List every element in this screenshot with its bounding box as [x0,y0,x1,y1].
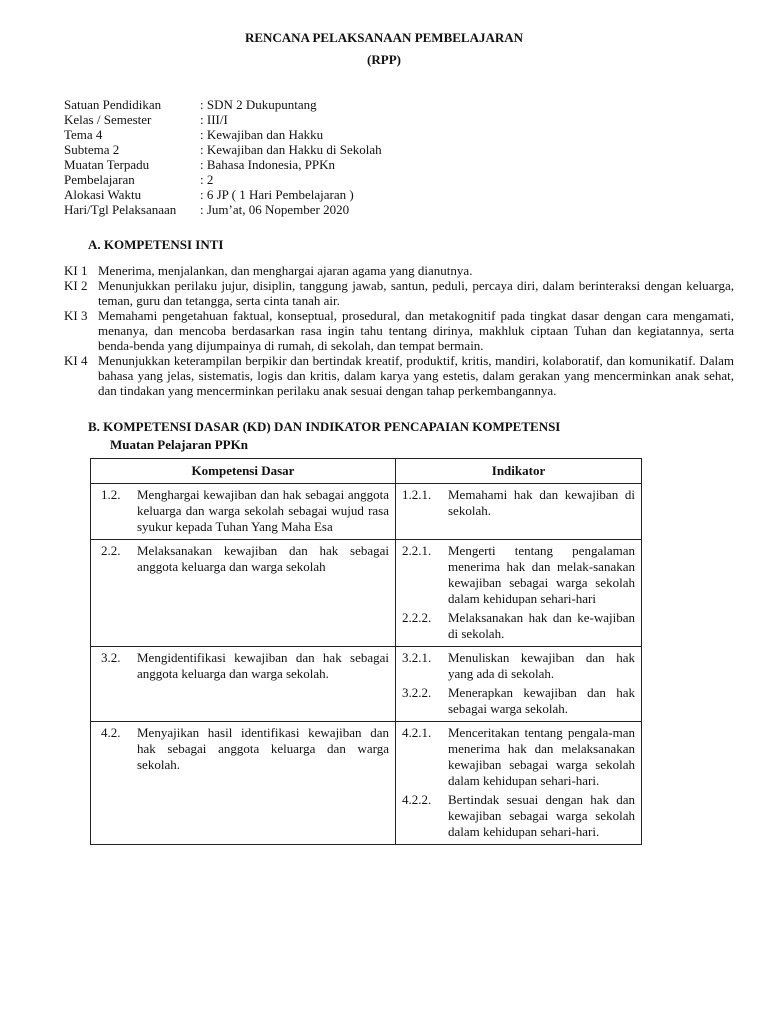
ki-code: KI 3 [64,308,88,323]
info-label: Tema 4 [64,127,103,142]
table-row [91,540,642,647]
indicator-number: 2.2.1. [402,543,432,558]
indicator-text: Memahami hak dan kewajiban di sekolah. [448,487,635,518]
info-label: Pembelajaran [64,172,135,187]
indicator-text: Menerapkan kewajiban dan hak sebagai warga sekolah. [448,685,635,716]
kd-text: Menghargai kewajiban dan hak sebagai anggota keluarga dan warga sekolah sebagai wujud rasa syukur kepada Tuhan Yang Maha Esa [137,487,389,534]
info-row [64,127,382,142]
info-label: Satuan Pendidikan [64,97,162,112]
ki-code: KI 4 [64,353,88,368]
info-value: : Kewajiban dan Hakku di Sekolah [200,142,382,157]
ki-code: KI 2 [64,278,88,293]
info-value: : III/I [200,112,228,127]
kd-text: Melaksanakan kewajiban dan hak sebagai anggota keluarga dan warga sekolah [137,543,389,574]
info-value: : 6 JP ( 1 Hari Pembelajaran ) [200,187,354,202]
indicator-text: Bertindak sesuai dengan hak dan kewajiban sebagai warga sekolah dalam kehidupan sehari-hari. [448,792,635,839]
ki-item [64,278,734,308]
indicator-cell [396,722,642,845]
section-b-heading: B. KOMPETENSI DASAR (KD) DAN INDIKATOR PENCAPAIAN KOMPETENSI [88,419,561,434]
table-row [91,722,642,845]
indicator-number: 4.2.1. [402,725,432,740]
kd-number: 1.2. [101,487,121,502]
info-row [64,187,382,202]
indicator-text: Mengerti tentang pengalaman menerima hak dan melak-sanakan kewajiban sebagai warga sekolah dalam kehidupan sehari-hari [448,543,635,606]
indicator-entry [402,610,635,642]
info-row [64,172,382,187]
kd-text: Menyajikan hasil identifikasi kewajiban dan hak sebagai anggota keluarga dan warga sekolah. [137,725,389,772]
identity-info [64,97,382,217]
ki-text: Menunjukkan perilaku jujur, disiplin, tanggung jawab, santun, peduli, percaya diri, dalam berinteraksi dengan keluarga, teman, guru dan tetangga, serta cinta tanah air. [98,278,734,308]
kd-cell [91,647,396,722]
table-row [91,647,642,722]
info-label: Hari/Tgl Pelaksanaan [64,202,177,217]
indicator-cell [396,484,642,540]
indicator-number: 2.2.2. [402,610,432,625]
kd-cell [91,484,396,540]
info-row [64,97,382,112]
indicator-text: Melaksanakan hak dan ke-wajiban di sekolah. [448,610,635,641]
indicator-number: 3.2.1. [402,650,432,665]
indicator-entry [402,650,635,682]
info-label: Muatan Terpadu [64,157,150,172]
indicator-cell [396,647,642,722]
ki-text: Memahami pengetahuan faktual, konseptual, prosedural, dan metakognitif pada tingkat dasar dengan cara mengamati, menanya, dan mencoba berdasarkan rasa ingin tahu tentang dirinya, makhluk ciptaan Tuhan dan kegiatannya, serta benda-benda yang dijumpainya di rumah, di sekolah, dan tempat bermain. [98,308,734,353]
ki-item [64,353,734,398]
kd-indicator-table [90,458,642,845]
kd-number: 2.2. [101,543,121,558]
kd-column-header: Kompetensi Dasar [91,459,396,484]
kd-cell [91,722,396,845]
kd-number: 3.2. [101,650,121,665]
ki-item [64,308,734,353]
kd-entry [97,543,389,575]
kd-entry [97,487,389,535]
info-label: Subtema 2 [64,142,120,157]
document-title: RENCANA PELAKSANAAN PEMBELAJARAN [244,30,524,45]
section-b-subheading: Muatan Pelajaran PPKn [110,437,248,452]
indicator-entry [402,725,635,789]
kd-cell [91,540,396,647]
info-row [64,157,382,172]
indicator-entry [402,487,635,519]
indicator-entry [402,685,635,717]
indicator-cell [396,540,642,647]
kd-number: 4.2. [101,725,121,740]
info-row [64,112,382,127]
indicator-column-header: Indikator [396,459,642,484]
indicator-number: 3.2.2. [402,685,432,700]
info-value: : Bahasa Indonesia, PPKn [200,157,336,172]
info-value: : SDN 2 Dukupuntang [200,97,317,112]
indicator-entry [402,792,635,840]
table-row [91,484,642,540]
kd-entry [97,725,389,773]
indicator-text: Menceritakan tentang pengala-man menerima hak dan melaksanakan kewajiban sebagai warga sekolah dalam kehidupan sehari-hari. [448,725,635,788]
indicator-number: 1.2.1. [402,487,432,502]
indicator-number: 4.2.2. [402,792,432,807]
indicator-entry [402,543,635,607]
info-row [64,202,382,217]
ki-text: Menerima, menjalankan, dan menghargai ajaran agama yang dianutnya. [98,263,473,278]
info-value: : Jum’at, 06 Nopember 2020 [200,202,350,217]
info-value: : Kewajiban dan Hakku [200,127,324,142]
document-subtitle: (RPP) [367,52,401,67]
info-label: Kelas / Semester [64,112,152,127]
ki-item [64,263,734,278]
ki-code: KI 1 [64,263,88,278]
info-label: Alokasi Waktu [64,187,142,202]
info-value: : 2 [200,172,214,187]
section-a-heading: A. KOMPETENSI INTI [88,237,224,252]
table-header-row [91,459,642,484]
indicator-text: Menuliskan kewajiban dan hak yang ada di sekolah. [448,650,635,681]
kd-text: Mengidentifikasi kewajiban dan hak sebagai anggota keluarga dan warga sekolah. [137,650,389,681]
info-row [64,142,382,157]
ki-text: Menunjukkan keterampilan berpikir dan bertindak kreatif, produktif, kritis, mandiri, kolaboratif, dan komunikatif. Dalam bahasa yang jelas, sistematis, logis dan kritis, dalam karya yang estetis, dalam gerakan yang mencerminkan anak sehat, dan tindakan yang mencerminkan perilaku anak sesuai dengan tahap perkembangannya. [98,353,734,398]
kd-entry [97,650,389,682]
ki-list [64,263,734,398]
